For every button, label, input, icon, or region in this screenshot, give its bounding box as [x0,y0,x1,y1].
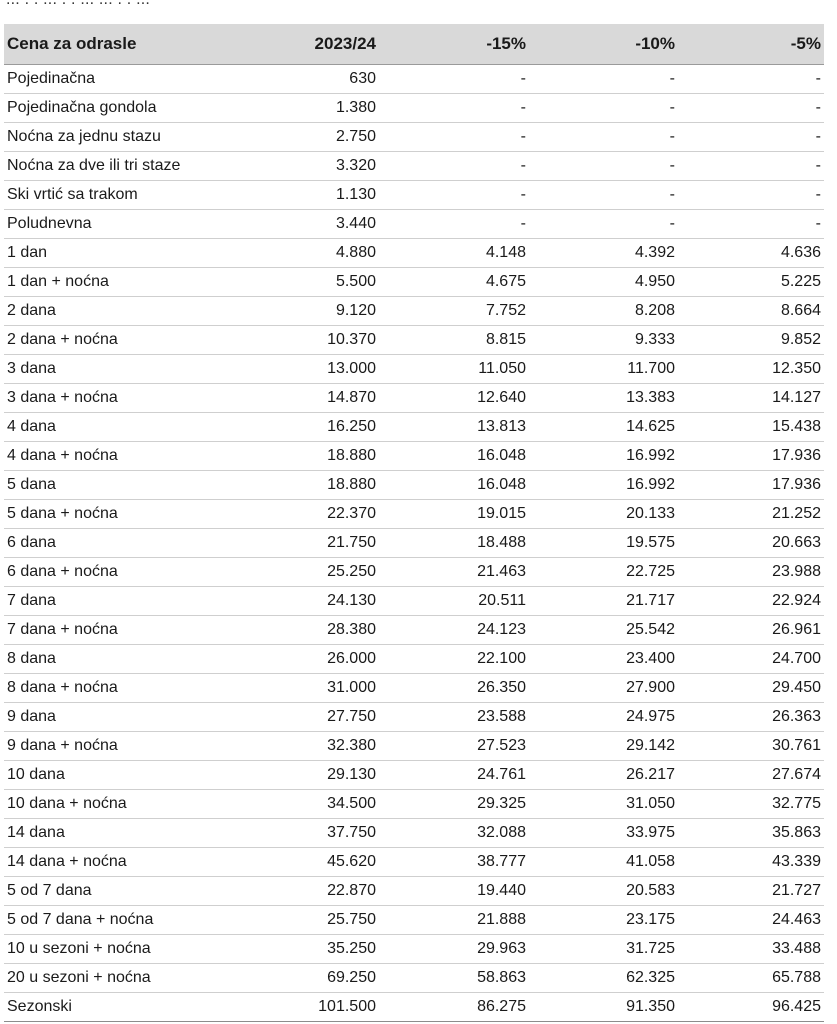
table-row [4,384,824,413]
cell-price-minus-10: - [529,210,678,239]
cell-base-price: 18.880 [224,471,379,500]
cell-price-minus-15: - [379,181,529,210]
cell-ticket-type: 10 dana [4,761,224,790]
cell-base-price: 5.500 [224,268,379,297]
table-row [4,152,824,181]
table-row [4,355,824,384]
cell-base-price: 27.750 [224,703,379,732]
cropped-intro-text-strip [0,0,837,22]
table-row [4,790,824,819]
table-row [4,442,824,471]
cell-base-price: 1.130 [224,181,379,210]
cell-base-price: 101.500 [224,993,379,1022]
cell-ticket-type: 10 dana + noćna [4,790,224,819]
cell-price-minus-15: 21.888 [379,906,529,935]
table-row [4,65,824,94]
cell-price-minus-15: 24.123 [379,616,529,645]
cell-price-minus-10: - [529,65,678,94]
cell-base-price: 28.380 [224,616,379,645]
cell-base-price: 69.250 [224,964,379,993]
table-row [4,848,824,877]
price-table-header [4,24,824,65]
table-row [4,181,824,210]
table-row [4,210,824,239]
cell-price-minus-5: - [678,152,824,181]
table-row [4,761,824,790]
cell-price-minus-5: 15.438 [678,413,824,442]
cell-price-minus-15: 21.463 [379,558,529,587]
table-row [4,906,824,935]
cell-price-minus-15: 38.777 [379,848,529,877]
header-discount-15: -15% [379,24,529,65]
cell-price-minus-5: 43.339 [678,848,824,877]
cell-ticket-type: Poludnevna [4,210,224,239]
cell-price-minus-5: - [678,65,824,94]
cell-base-price: 3.440 [224,210,379,239]
cell-ticket-type: Pojedinačna gondola [4,94,224,123]
cell-price-minus-5: 65.788 [678,964,824,993]
cell-base-price: 1.380 [224,94,379,123]
table-row [4,413,824,442]
cell-price-minus-15: 18.488 [379,529,529,558]
cell-price-minus-15: 12.640 [379,384,529,413]
cell-price-minus-15: 16.048 [379,442,529,471]
header-discount-10: -10% [529,24,678,65]
cell-base-price: 16.250 [224,413,379,442]
cell-price-minus-10: 25.542 [529,616,678,645]
cell-price-minus-10: 29.142 [529,732,678,761]
cell-ticket-type: 7 dana + noćna [4,616,224,645]
table-row [4,877,824,906]
cell-price-minus-10: 16.992 [529,442,678,471]
cell-base-price: 3.320 [224,152,379,181]
cell-price-minus-15: 4.148 [379,239,529,268]
cell-price-minus-10: 19.575 [529,529,678,558]
cell-price-minus-15: 32.088 [379,819,529,848]
cell-price-minus-10: 91.350 [529,993,678,1022]
cell-ticket-type: 6 dana [4,529,224,558]
cell-base-price: 21.750 [224,529,379,558]
cell-price-minus-10: 33.975 [529,819,678,848]
table-row [4,964,824,993]
cell-price-minus-10: - [529,181,678,210]
table-row [4,529,824,558]
cell-base-price: 18.880 [224,442,379,471]
cell-price-minus-5: 27.674 [678,761,824,790]
cell-price-minus-5: - [678,181,824,210]
cell-price-minus-10: 16.992 [529,471,678,500]
cell-base-price: 29.130 [224,761,379,790]
cell-price-minus-10: 20.583 [529,877,678,906]
cell-price-minus-15: 8.815 [379,326,529,355]
cell-price-minus-5: 5.225 [678,268,824,297]
table-row [4,935,824,964]
table-row [4,819,824,848]
cell-base-price: 25.250 [224,558,379,587]
cell-price-minus-10: 4.392 [529,239,678,268]
cell-price-minus-10: 41.058 [529,848,678,877]
cell-price-minus-10: - [529,152,678,181]
cell-ticket-type: Noćna za jednu stazu [4,123,224,152]
cell-price-minus-5: 4.636 [678,239,824,268]
table-row [4,268,824,297]
cell-ticket-type: 9 dana [4,703,224,732]
header-base-price: 2023/24 [224,24,379,65]
cell-ticket-type: 20 u sezoni + noćna [4,964,224,993]
cell-base-price: 22.370 [224,500,379,529]
cell-price-minus-10: 4.950 [529,268,678,297]
table-row [4,558,824,587]
cell-price-minus-15: 7.752 [379,297,529,326]
cell-price-minus-15: 4.675 [379,268,529,297]
cell-price-minus-15: 19.440 [379,877,529,906]
cell-price-minus-15: - [379,123,529,152]
cell-ticket-type: 10 u sezoni + noćna [4,935,224,964]
cell-ticket-type: 3 dana + noćna [4,384,224,413]
table-row [4,297,824,326]
price-table-body [4,65,824,1022]
cell-price-minus-10: 13.383 [529,384,678,413]
cell-price-minus-15: 58.863 [379,964,529,993]
cell-price-minus-5: 21.252 [678,500,824,529]
cell-price-minus-15: - [379,65,529,94]
table-row [4,732,824,761]
cell-price-minus-5: 29.450 [678,674,824,703]
cell-price-minus-10: 14.625 [529,413,678,442]
cell-ticket-type: 5 dana + noćna [4,500,224,529]
cell-price-minus-5: 24.700 [678,645,824,674]
table-row [4,993,824,1022]
cell-price-minus-10: 20.133 [529,500,678,529]
cell-ticket-type: 14 dana [4,819,224,848]
table-row [4,239,824,268]
table-row [4,616,824,645]
cell-price-minus-5: 17.936 [678,471,824,500]
cell-price-minus-5: 24.463 [678,906,824,935]
cell-price-minus-5: 33.488 [678,935,824,964]
cell-price-minus-5: - [678,123,824,152]
cell-base-price: 35.250 [224,935,379,964]
cell-ticket-type: Noćna za dve ili tri staze [4,152,224,181]
cell-ticket-type: 8 dana [4,645,224,674]
cell-ticket-type: 2 dana + noćna [4,326,224,355]
cell-base-price: 9.120 [224,297,379,326]
cell-price-minus-15: - [379,210,529,239]
cell-price-minus-5: 32.775 [678,790,824,819]
cell-price-minus-5: 96.425 [678,993,824,1022]
cell-base-price: 4.880 [224,239,379,268]
cell-ticket-type: Pojedinačna [4,65,224,94]
cell-price-minus-10: - [529,94,678,123]
cell-base-price: 25.750 [224,906,379,935]
cell-price-minus-15: 24.761 [379,761,529,790]
cell-price-minus-5: 23.988 [678,558,824,587]
cell-price-minus-15: 26.350 [379,674,529,703]
table-row [4,123,824,152]
table-row [4,645,824,674]
header-discount-5: -5% [678,24,824,65]
cell-price-minus-5: 9.852 [678,326,824,355]
cell-base-price: 13.000 [224,355,379,384]
cell-price-minus-5: 21.727 [678,877,824,906]
cell-ticket-type: 1 dan + noćna [4,268,224,297]
table-row [4,326,824,355]
cropped-intro-text [6,0,150,9]
ski-pass-price-table [4,24,824,1022]
header-ticket-type: Cena za odrasle [4,24,224,65]
cell-price-minus-5: 8.664 [678,297,824,326]
cell-base-price: 31.000 [224,674,379,703]
cell-base-price: 37.750 [224,819,379,848]
cell-price-minus-10: 23.400 [529,645,678,674]
cell-price-minus-5: 17.936 [678,442,824,471]
cell-price-minus-10: 27.900 [529,674,678,703]
cell-base-price: 34.500 [224,790,379,819]
table-row [4,674,824,703]
cell-price-minus-10: 31.725 [529,935,678,964]
cell-base-price: 2.750 [224,123,379,152]
cell-base-price: 14.870 [224,384,379,413]
cell-price-minus-10: 11.700 [529,355,678,384]
cell-price-minus-10: 9.333 [529,326,678,355]
cell-base-price: 24.130 [224,587,379,616]
cell-price-minus-15: 13.813 [379,413,529,442]
cell-price-minus-15: 22.100 [379,645,529,674]
cell-price-minus-15: 29.325 [379,790,529,819]
cell-price-minus-15: 11.050 [379,355,529,384]
cell-price-minus-5: - [678,210,824,239]
table-row [4,587,824,616]
cell-price-minus-5: 12.350 [678,355,824,384]
cell-price-minus-10: 8.208 [529,297,678,326]
cell-ticket-type: Sezonski [4,993,224,1022]
cell-price-minus-5: 30.761 [678,732,824,761]
cell-ticket-type: 4 dana + noćna [4,442,224,471]
cell-base-price: 630 [224,65,379,94]
cell-price-minus-10: - [529,123,678,152]
cell-price-minus-10: 23.175 [529,906,678,935]
table-row [4,703,824,732]
cell-price-minus-10: 31.050 [529,790,678,819]
cell-price-minus-15: 19.015 [379,500,529,529]
cell-ticket-type: 5 od 7 dana + noćna [4,906,224,935]
cell-price-minus-15: - [379,152,529,181]
cell-ticket-type: 14 dana + noćna [4,848,224,877]
cell-ticket-type: 3 dana [4,355,224,384]
cell-price-minus-10: 22.725 [529,558,678,587]
cell-ticket-type: 5 od 7 dana [4,877,224,906]
cell-price-minus-10: 24.975 [529,703,678,732]
cell-price-minus-15: 27.523 [379,732,529,761]
cell-price-minus-15: 23.588 [379,703,529,732]
cell-price-minus-5: 22.924 [678,587,824,616]
table-row [4,471,824,500]
cell-base-price: 26.000 [224,645,379,674]
cell-price-minus-5: 26.961 [678,616,824,645]
cell-price-minus-5: 14.127 [678,384,824,413]
cell-base-price: 10.370 [224,326,379,355]
cell-price-minus-5: 20.663 [678,529,824,558]
cell-base-price: 32.380 [224,732,379,761]
cell-price-minus-10: 62.325 [529,964,678,993]
cell-price-minus-5: 26.363 [678,703,824,732]
header-row [4,24,824,65]
cell-base-price: 22.870 [224,877,379,906]
cell-price-minus-15: 29.963 [379,935,529,964]
cell-ticket-type: 2 dana [4,297,224,326]
cell-price-minus-15: 86.275 [379,993,529,1022]
cell-price-minus-5: 35.863 [678,819,824,848]
cell-price-minus-10: 21.717 [529,587,678,616]
cell-ticket-type: Ski vrtić sa trakom [4,181,224,210]
cell-ticket-type: 8 dana + noćna [4,674,224,703]
cell-price-minus-15: 20.511 [379,587,529,616]
cell-price-minus-15: 16.048 [379,471,529,500]
cell-price-minus-5: - [678,94,824,123]
table-row [4,500,824,529]
cell-ticket-type: 4 dana [4,413,224,442]
cell-base-price: 45.620 [224,848,379,877]
table-row [4,94,824,123]
cell-ticket-type: 9 dana + noćna [4,732,224,761]
cell-ticket-type: 7 dana [4,587,224,616]
cell-ticket-type: 5 dana [4,471,224,500]
cell-price-minus-10: 26.217 [529,761,678,790]
cell-price-minus-15: - [379,94,529,123]
cell-ticket-type: 6 dana + noćna [4,558,224,587]
cell-ticket-type: 1 dan [4,239,224,268]
